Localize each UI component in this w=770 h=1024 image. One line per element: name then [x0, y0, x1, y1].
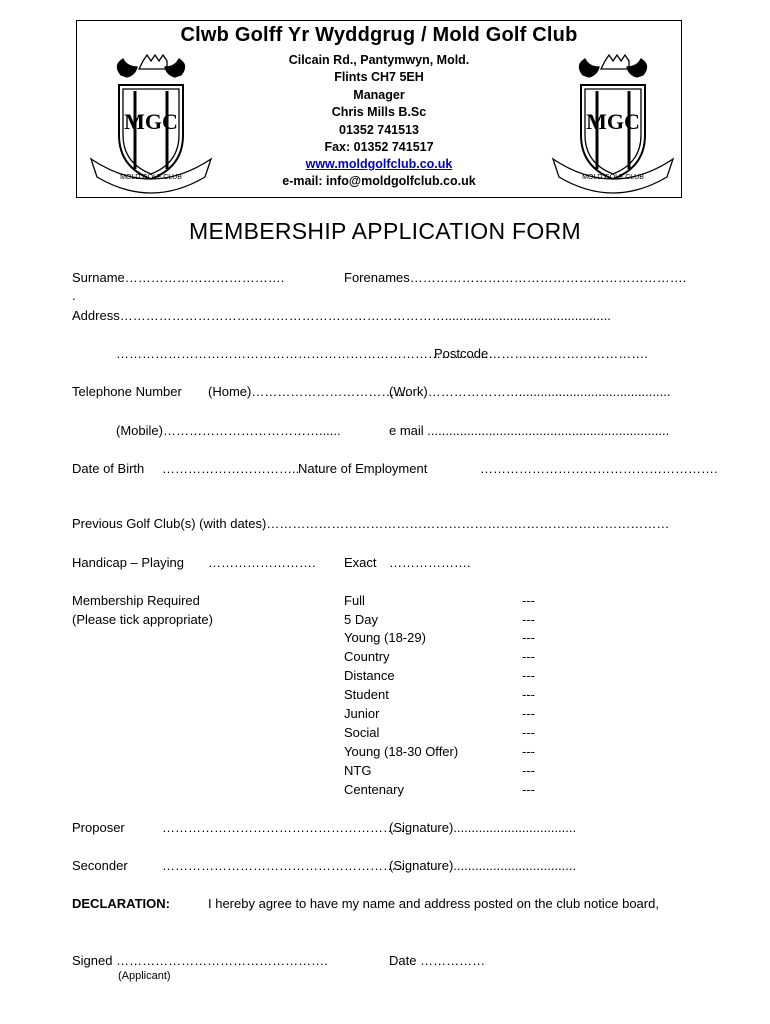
exact-field[interactable]: ……………….	[389, 555, 471, 570]
membership-option-centenary: Centenary	[344, 782, 404, 797]
proposer-field[interactable]: …………………………………………………	[162, 820, 409, 835]
membership-option-social: Social	[344, 725, 380, 740]
email-address: e-mail: info@moldgolfclub.co.uk	[282, 174, 476, 188]
membership-option-country: Country	[344, 649, 390, 664]
form-title: MEMBERSHIP APPLICATION FORM	[189, 218, 581, 244]
postcode-field[interactable]: Postcode……………………………….	[434, 346, 648, 361]
membership-option-5day: 5 Day	[344, 612, 378, 627]
membership-tick-student[interactable]: ---	[522, 687, 535, 702]
dob-label: Date of Birth	[72, 461, 145, 476]
address-continued-field[interactable]: ……………………………………………………………………………	[116, 346, 493, 361]
surname-field[interactable]: Surname……………………………….	[72, 270, 285, 285]
membership-tick-young-offer[interactable]: ---	[522, 744, 535, 759]
employment-label: Nature of Employment	[298, 461, 428, 476]
membership-option-junior: Junior	[344, 706, 380, 721]
employment-field[interactable]: ……………………………………………….	[480, 461, 718, 476]
membership-label: Membership Required	[72, 593, 200, 608]
membership-tick-centenary[interactable]: ---	[522, 782, 535, 797]
seconder-field[interactable]: …………………………………………………	[162, 858, 409, 873]
membership-tick-country[interactable]: ---	[522, 649, 535, 664]
membership-option-student: Student	[344, 687, 389, 702]
address-line-1: Cilcain Rd., Pantymwyn, Mold.	[288, 53, 470, 67]
membership-instruction: (Please tick appropriate)	[72, 612, 213, 627]
club-name: Clwb Golff Yr Wyddgrug / Mold Golf Club	[180, 24, 578, 46]
seconder-label: Seconder	[72, 858, 128, 873]
proposer-signature-field[interactable]: (Signature)..................................	[389, 820, 577, 835]
forenames-field[interactable]: Forenames……………………………………………………….	[344, 270, 687, 285]
membership-option-full: Full	[344, 593, 365, 608]
website-link[interactable]: www.moldgolfclub.co.uk	[305, 157, 453, 171]
phone-number: 01352 741513	[339, 123, 419, 137]
dob-field[interactable]: …………………………..	[162, 461, 300, 476]
membership-tick-young[interactable]: ---	[522, 630, 535, 645]
crest-letters-right: MGC	[586, 109, 640, 134]
membership-tick-junior[interactable]: ---	[522, 706, 535, 721]
date-field[interactable]: Date ……………	[389, 953, 486, 968]
club-crest-left-icon	[81, 51, 221, 201]
club-crest-right-icon	[543, 51, 683, 201]
handicap-label: Handicap – Playing	[72, 555, 185, 570]
membership-tick-distance[interactable]: ---	[522, 668, 535, 683]
membership-tick-social[interactable]: ---	[522, 725, 535, 740]
membership-tick-ntg[interactable]: ---	[522, 763, 535, 778]
declaration-text: I hereby agree to have my name and address posted on the club notice board,	[208, 896, 659, 911]
address-field[interactable]: Address…………………………………………………………………..............................................	[72, 308, 611, 323]
crest-ribbon-left: MOLD GOLF CLUB	[120, 174, 182, 181]
applicant-caption: (Applicant)	[118, 970, 171, 982]
membership-option-ntg: NTG	[344, 763, 372, 778]
signed-field[interactable]: Signed ………………………………………….	[72, 953, 328, 968]
seconder-signature-field[interactable]: (Signature)..................................	[389, 858, 577, 873]
previous-clubs-field[interactable]: Previous Golf Club(s) (with dates)…………………………………………………………………………………	[72, 516, 670, 531]
membership-tick-5day[interactable]: ---	[522, 612, 535, 627]
handicap-field[interactable]: …………………….	[208, 555, 316, 570]
mobile-phone-field[interactable]: (Mobile)………………………………......	[116, 423, 341, 438]
telephone-label: Telephone Number	[72, 384, 182, 399]
crest-ribbon-right: MOLD GOLF CLUB	[582, 174, 644, 181]
declaration-label: DECLARATION:	[72, 896, 170, 911]
address-line-2: Flints CH7 5EH	[334, 70, 424, 84]
fax-number: Fax: 01352 741517	[324, 140, 434, 154]
crest-letters-left: MGC	[124, 109, 178, 134]
membership-option-distance: Distance	[344, 668, 395, 683]
membership-tick-full[interactable]: ---	[522, 593, 535, 608]
stray-dot: .	[72, 288, 76, 303]
membership-option-young: Young (18-29)	[344, 630, 426, 645]
proposer-label: Proposer	[72, 820, 125, 835]
home-phone-field[interactable]: (Home)……………………………....	[208, 384, 409, 399]
letterhead	[76, 20, 682, 198]
manager-label: Manager	[353, 88, 405, 102]
work-phone-field[interactable]: (Work)…………………..........................................	[389, 384, 671, 399]
manager-name: Chris Mills B.Sc	[331, 105, 427, 119]
exact-label: Exact	[344, 555, 377, 570]
membership-option-young-offer: Young (18-30 Offer)	[344, 744, 459, 759]
email-field[interactable]: e mail ...................................................................	[389, 423, 670, 438]
